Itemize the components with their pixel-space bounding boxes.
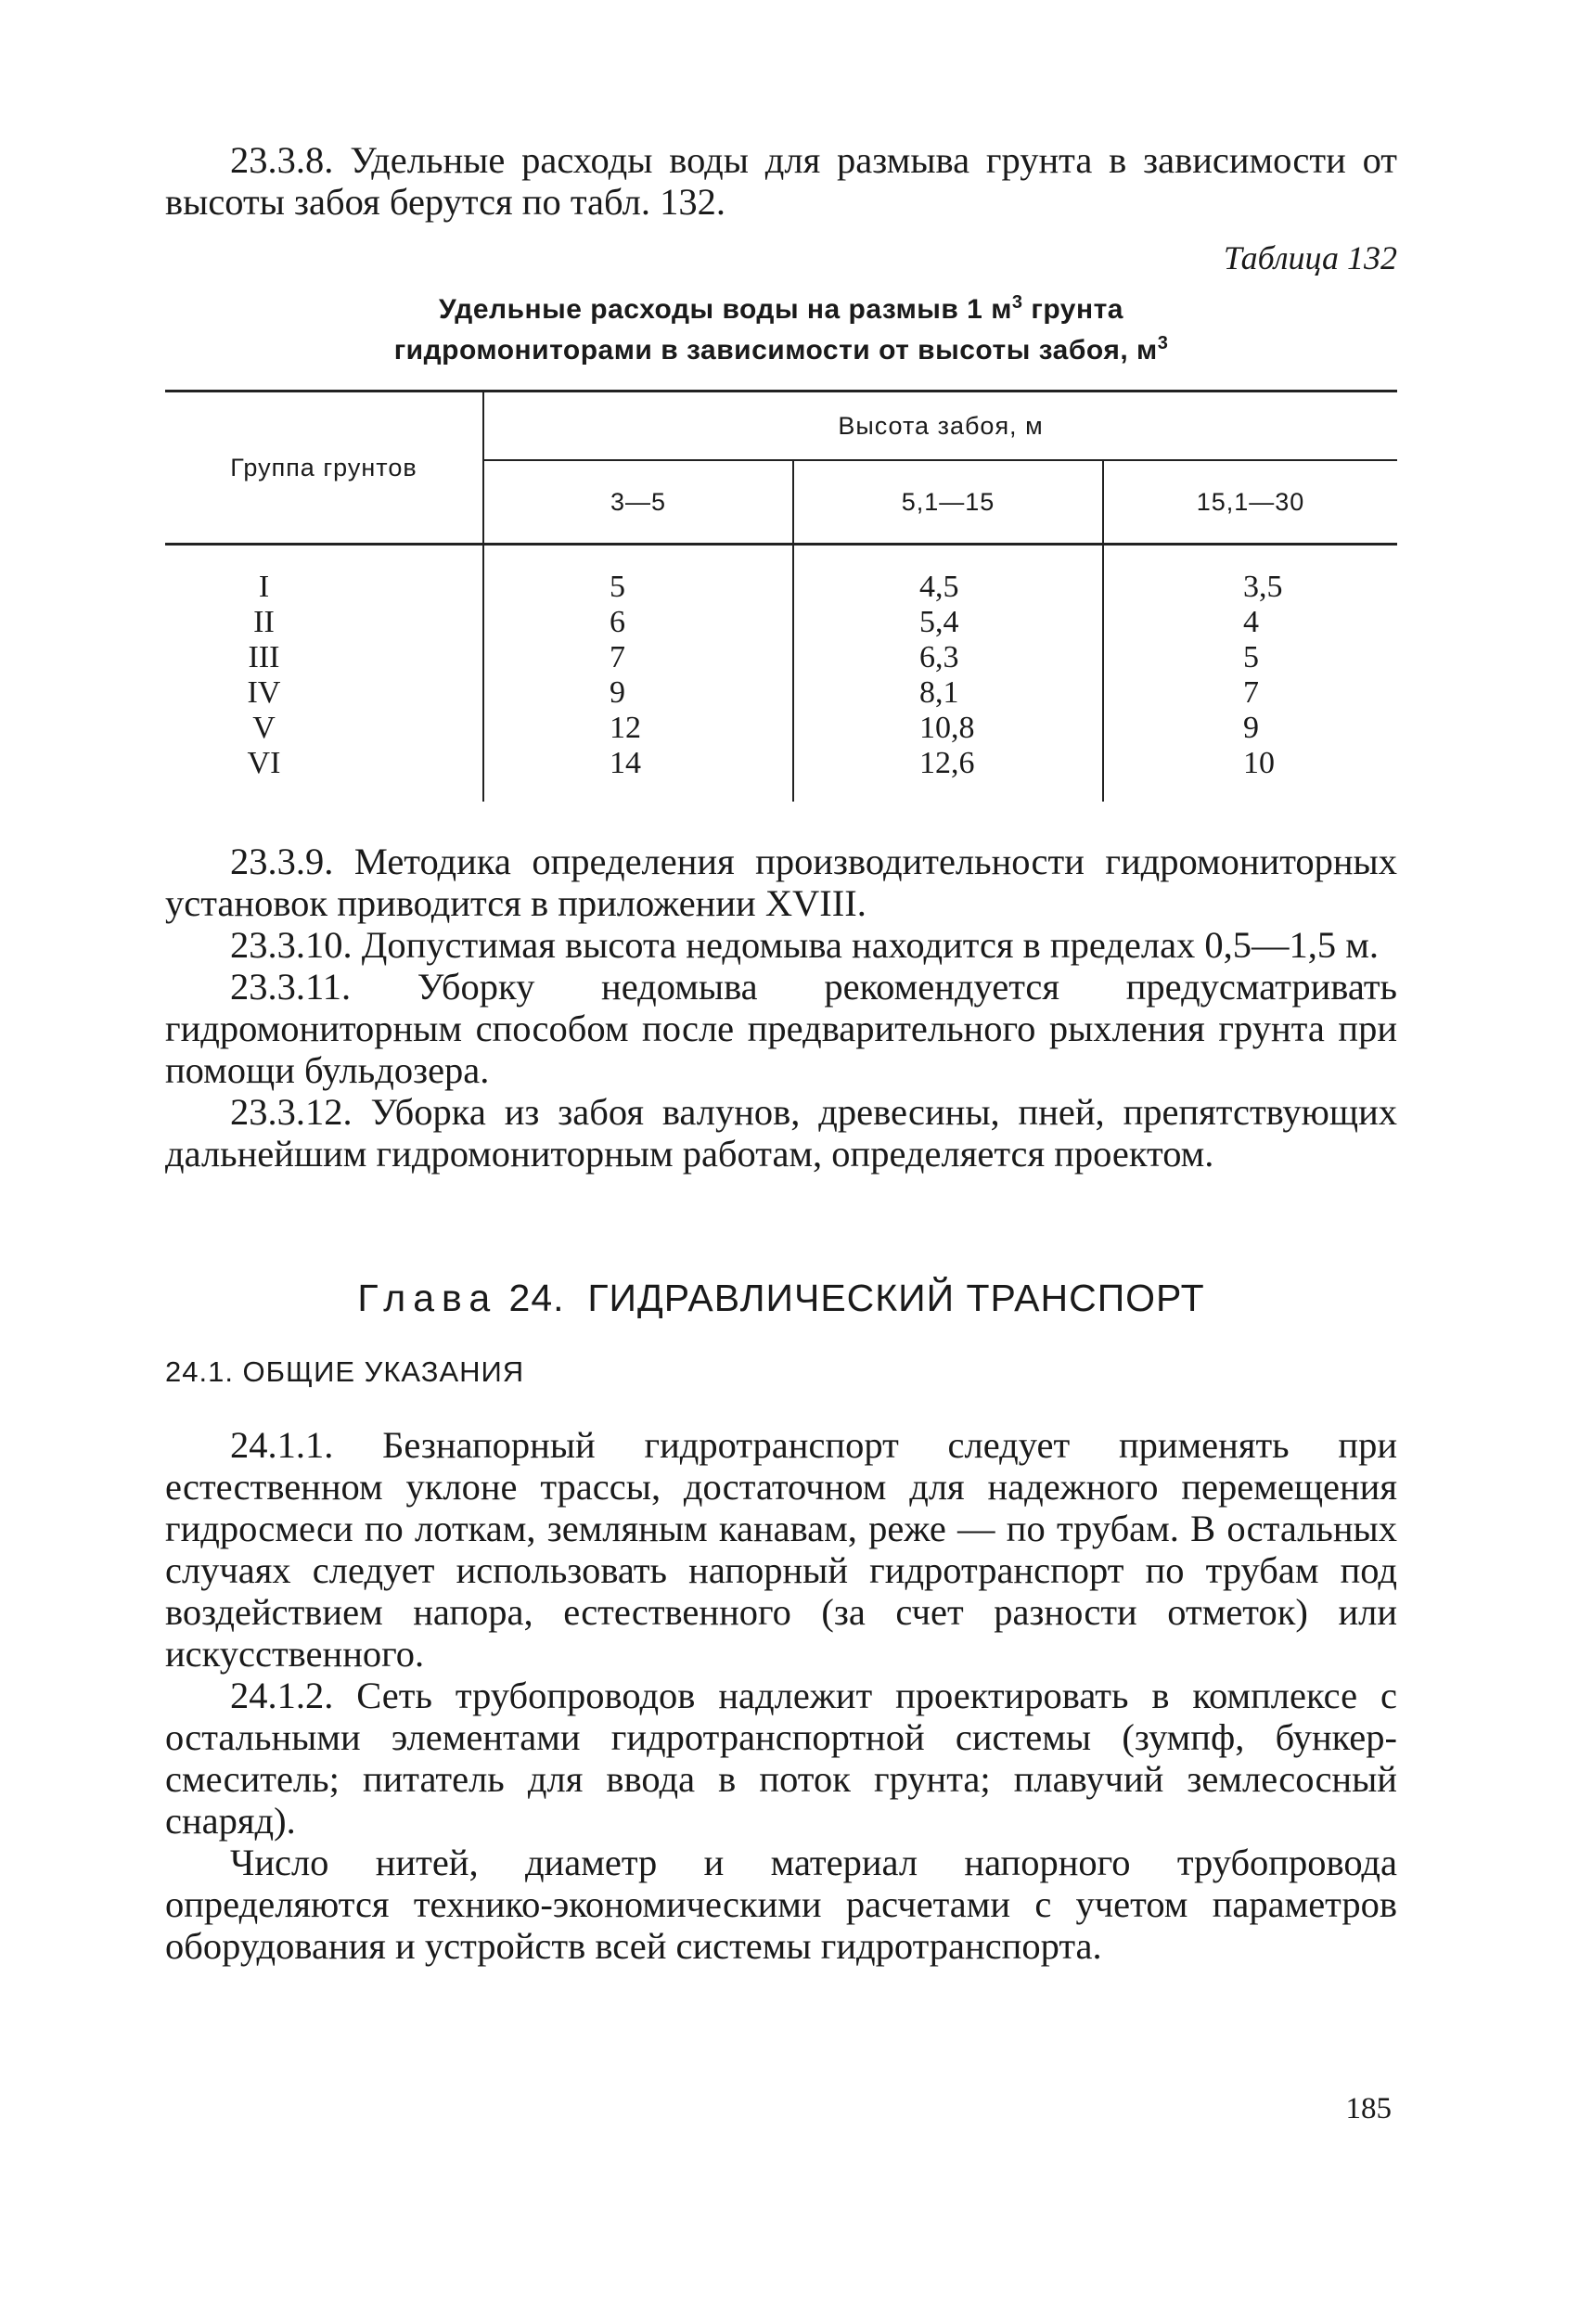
cell-group: I [258,570,270,604]
cell-group: VI [247,746,281,780]
header-col-1: 3—5 [483,460,793,545]
table-title-line1-sup: 3 [1011,292,1023,313]
page-number: 185 [1345,2092,1392,2125]
cell-group: III [248,640,280,674]
paragraph-23-3-9: 23.3.9. Методика определения производительности гидромониторных установок приводится в приложении XVIII. [165,841,1397,924]
cell-value: 5 [610,570,625,604]
cell-value: 6 [610,605,625,639]
paragraph-23-3-10: 23.3.10. Допустимая высота недомыва находится в пределах 0,5—1,5 м. [230,924,1380,966]
chapter-title: ГИДРАВЛИЧЕСКИЙ ТРАНСПОРТ [587,1277,1205,1319]
cell-value: 5,4 [919,605,959,639]
paragraph-24-1-2: 24.1.2. Сеть трубопроводов надлежит проектировать в комплексе с остальными элементами гидротранспортной системы (зумпф, бункер-смеситель; питатель для ввода в поток грунта; плавучий землесосный снаряд). [165,1675,1397,1842]
paragraph-23-3-12: 23.3.12. Уборка из забоя валунов, древесины, пней, препятствующих дальнейшим гидромониторным работам, определяется проектом. [165,1091,1397,1175]
cell-value: 5 [1243,640,1259,674]
cell-value: 9 [1243,711,1259,745]
table-title-line2: гидромониторами в зависимости от высоты забоя, м [393,335,1158,366]
cell-value: 9 [610,675,625,710]
table-title [165,286,1397,367]
cell-value: 10 [1243,746,1275,780]
cell-group: IV [247,675,281,710]
table-body-row [165,545,1397,802]
paragraph-23-3-8: 23.3.8. Удельные расходы воды для размыва грунта в зависимости от высоты забоя берутся по табл. 132. [165,139,1397,223]
height-3-5-column [483,545,793,802]
table-title-line1: Удельные расходы воды на размыв 1 м [439,294,1012,325]
cell-value: 6,3 [919,640,959,674]
cell-value: 10,8 [919,711,975,745]
header-col-2: 5,1—15 [793,460,1103,545]
paragraph-pipeline-threads: Число нитей, диаметр и материал напорного трубопровода определяются технико-экономическими расчетами с учетом параметров оборудования и устройств всей системы гидротранспорта. [165,1842,1397,1967]
header-soil-group: Группа грунтов [165,392,483,545]
table-label: Таблица 132 [1223,239,1397,276]
cell-group: V [252,711,276,745]
soil-group-column [165,545,483,802]
cell-value: 12 [610,711,641,745]
page-content [165,139,1397,1967]
height-5-15-column [793,545,1103,802]
paragraphs-after-table [165,841,1397,1175]
chapter-heading [165,1277,1397,1320]
table-title-line2-sup: 3 [1157,333,1169,353]
section-body [165,1424,1397,1967]
cell-value: 4 [1243,605,1259,639]
cell-value: 4,5 [919,570,959,604]
chapter-number: 24. [508,1277,565,1319]
paragraph-23-3-11: 23.3.11. Уборку недомыва рекомендуется предусматривать гидромониторным способом после предварительного рыхления грунта при помощи бульдозера. [165,966,1397,1091]
cell-value: 12,6 [919,746,975,780]
section-heading: 24.1. ОБЩИЕ УКАЗАНИЯ [165,1355,525,1388]
cell-value: 7 [1243,675,1259,710]
paragraph-24-1-1: 24.1.1. Безнапорный гидротранспорт следует применять при естественном уклоне трассы, достаточном для надежного перемещения гидросмеси по лоткам, земляным канавам, реже — по трубам. В остальных случаях следует использовать напорный гидротранспорт по трубам под воздействием напора, естественного (за счет разности отметок) или искусственного. [165,1424,1397,1675]
chapter-word: Глава [357,1277,498,1319]
water-consumption-table [165,390,1397,802]
header-col-3: 15,1—30 [1103,460,1397,545]
cell-value: 14 [610,746,641,780]
header-face-height: Высота забоя, м [483,392,1397,461]
cell-value: 8,1 [919,675,959,710]
cell-value: 3,5 [1243,570,1283,604]
table-title-line1-end: грунта [1022,294,1123,325]
cell-group: II [253,605,275,639]
cell-value: 7 [610,640,625,674]
height-15-30-column [1103,545,1397,802]
